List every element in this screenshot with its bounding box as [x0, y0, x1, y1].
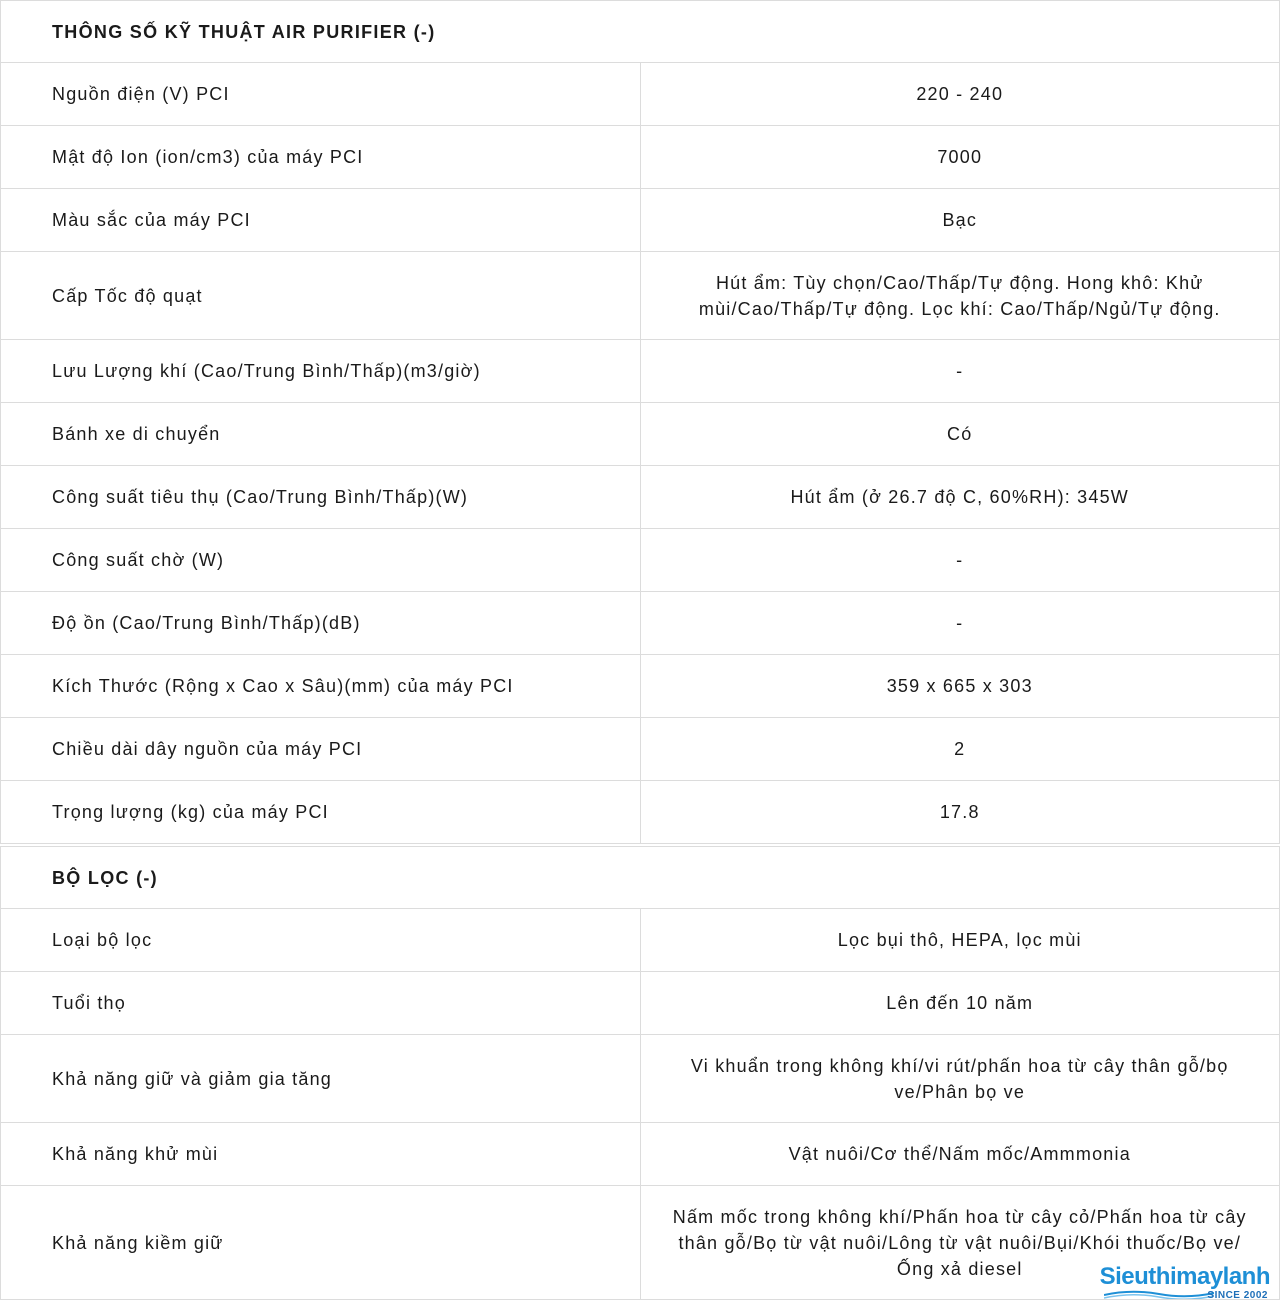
spec-label: Nguồn điện (V) PCI: [1, 63, 641, 126]
spec-value: 359 x 665 x 303: [640, 655, 1280, 718]
spec-value: 7000: [640, 126, 1280, 189]
section-header: [1, 847, 1280, 909]
spec-label: Khả năng giữ và giảm gia tăng: [1, 1035, 641, 1123]
spec-value: -: [640, 529, 1280, 592]
table-row: [1, 466, 1280, 529]
spec-value: 220 - 240: [640, 63, 1280, 126]
table-row: [1, 592, 1280, 655]
spec-label: Cấp Tốc độ quạt: [1, 252, 641, 340]
spec-label: Kích Thước (Rộng x Cao x Sâu)(mm) của máy PCI: [1, 655, 641, 718]
table-row: [1, 909, 1280, 972]
section-title: BỘ LỌC (-): [1, 847, 1280, 909]
spec-value: Nấm mốc trong không khí/Phấn hoa từ cây cỏ/Phấn hoa từ cây thân gỗ/Bọ từ vật nuôi/Lông từ vật nuôi/Bụi/Khói thuốc/Bọ ve/Ống xả diesel: [640, 1186, 1280, 1300]
spec-value: -: [640, 340, 1280, 403]
spec-value: Hút ẩm: Tùy chọn/Cao/Thấp/Tự động. Hong khô: Khử mùi/Cao/Thấp/Tự động. Lọc khí: Cao/Thấp/Ngủ/Tự động.: [640, 252, 1280, 340]
spec-label: Trọng lượng (kg) của máy PCI: [1, 781, 641, 844]
spec-value: Lên đến 10 năm: [640, 972, 1280, 1035]
table-row: [1, 781, 1280, 844]
table-row: [1, 1123, 1280, 1186]
spec-value: Lọc bụi thô, HEPA, lọc mùi: [640, 909, 1280, 972]
table-row: [1, 1035, 1280, 1123]
spec-label: Bánh xe di chuyển: [1, 403, 641, 466]
table-row: [1, 63, 1280, 126]
spec-value: Vật nuôi/Cơ thể/Nấm mốc/Ammmonia: [640, 1123, 1280, 1186]
table-row: [1, 655, 1280, 718]
table-row: [1, 126, 1280, 189]
spec-label: Màu sắc của máy PCI: [1, 189, 641, 252]
brand-watermark: [1084, 1263, 1274, 1301]
table-row: [1, 529, 1280, 592]
section-title: THÔNG SỐ KỸ THUẬT AIR PURIFIER (-): [1, 1, 1280, 63]
spec-label: Chiều dài dây nguồn của máy PCI: [1, 718, 641, 781]
spec-label: Công suất chờ (W): [1, 529, 641, 592]
section-header: [1, 1, 1280, 63]
spec-label: Khả năng khử mùi: [1, 1123, 641, 1186]
spec-label: Mật độ Ion (ion/cm3) của máy PCI: [1, 126, 641, 189]
spec-label: Tuổi thọ: [1, 972, 641, 1035]
spec-value: Bạc: [640, 189, 1280, 252]
spec-value: Vi khuẩn trong không khí/vi rút/phấn hoa từ cây thân gỗ/bọ ve/Phân bọ ve: [640, 1035, 1280, 1123]
spec-label: Khả năng kiềm giữ: [1, 1186, 641, 1300]
table-row: [1, 718, 1280, 781]
spec-label: Độ ồn (Cao/Trung Bình/Thấp)(dB): [1, 592, 641, 655]
spec-value: 17.8: [640, 781, 1280, 844]
table-row: [1, 189, 1280, 252]
spec-value: Hút ẩm (ở 26.7 độ C, 60%RH): 345W: [640, 466, 1280, 529]
table-row: [1, 403, 1280, 466]
table-row: [1, 252, 1280, 340]
table-row: [1, 340, 1280, 403]
spec-value: Có: [640, 403, 1280, 466]
spec-label: Lưu Lượng khí (Cao/Trung Bình/Thấp)(m3/giờ): [1, 340, 641, 403]
spec-value: 2: [640, 718, 1280, 781]
spec-label: Loại bộ lọc: [1, 909, 641, 972]
table-row: [1, 972, 1280, 1035]
brand-name: Sieuthimaylanh: [1099, 1263, 1270, 1290]
spec-label: Công suất tiêu thụ (Cao/Trung Bình/Thấp)(W): [1, 466, 641, 529]
wave-icon: [1104, 1289, 1214, 1299]
brand-since: SINCE 2002: [1207, 1290, 1268, 1301]
spec-value: -: [640, 592, 1280, 655]
